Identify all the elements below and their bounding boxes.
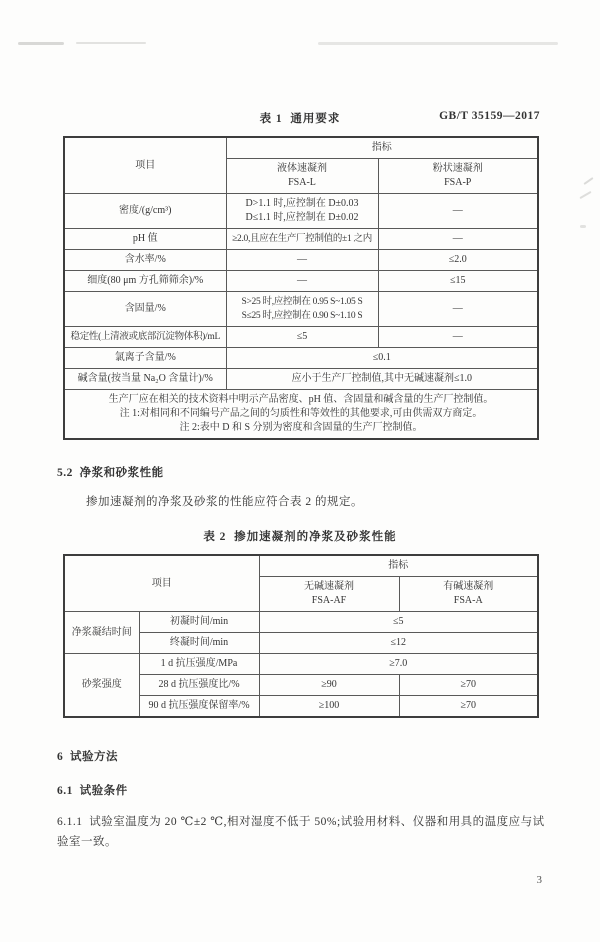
table2-group-name: 砂浆强度 (64, 654, 139, 718)
table1-value-fsap: — (378, 327, 538, 348)
table1-header-fsal (226, 159, 378, 194)
section-6-1-1-paragraph: 6.1.1 试验室温度为 20 ℃±2 ℃,相对湿度不低于 50%;试验用材料、仪器和用具的温度应与试验室一致。 (57, 816, 545, 848)
table2 (63, 554, 539, 718)
table1-value-fsal (226, 194, 378, 229)
scan-artifact (580, 225, 586, 228)
table2-value-a: ≥70 (399, 696, 538, 718)
table-note: 注 2:表中 D 和 S 分别为密度和含固量的生产厂控制值。 (179, 422, 423, 433)
table2-item: 终凝时间/min (139, 633, 259, 654)
table-note: 生产厂应在相关的技术资料中明示产品密度、pH 值、含固量和碱含量的生产厂控制值。 (108, 394, 494, 405)
header-line: FSA-L (288, 177, 316, 188)
table2-group-name: 净浆凝结时间 (64, 612, 139, 654)
table-note: 注 1:对相同和不同编号产品之间的匀质性和等效性的其他要求,可由供需双方商定。 (119, 408, 483, 419)
header-line: 液体速凝剂 (277, 163, 327, 174)
table1-header-fsap (378, 159, 538, 194)
table-row (64, 369, 538, 390)
table2-header-index: 指标 (259, 555, 538, 577)
table-row (64, 194, 538, 229)
header-line: FSA-P (444, 177, 472, 188)
table2-value-span: ≥7.0 (259, 654, 538, 675)
table-row (64, 348, 538, 369)
table2-value-span: ≤12 (259, 633, 538, 654)
table1-value-span: 应小于生产厂控制值,其中无碱速凝剂≤1.0 (226, 369, 538, 390)
table-row (64, 271, 538, 292)
table1-item: pH 值 (64, 229, 226, 250)
value-line: D>1.1 时,应控制在 D±0.03 (245, 198, 359, 209)
table-row (64, 390, 538, 440)
table-row (64, 137, 538, 159)
table-row (64, 292, 538, 327)
table-row (64, 327, 538, 348)
table1-value-fsal: — (226, 250, 378, 271)
scan-artifact (318, 42, 558, 45)
table1-value-fsap: ≤2.0 (378, 250, 538, 271)
table1-item: 密度/(g/cm³) (64, 194, 226, 229)
table1-value-fsap: — (378, 292, 538, 327)
header-line: FSA-AF (311, 595, 347, 606)
scan-artifact (583, 177, 593, 185)
table1-header-index: 指标 (226, 137, 538, 159)
table2-item: 初凝时间/min (139, 612, 259, 633)
table1-caption: 表 1 通用要求 (259, 113, 341, 125)
table1-item: 细度(80 μm 方孔筛筛余)/% (64, 271, 226, 292)
table2-item: 28 d 抗压强度比/% (139, 675, 259, 696)
table1-value-span: ≤0.1 (226, 348, 538, 369)
table1-header-item: 项目 (64, 137, 226, 194)
table1-value-fsal: ≤5 (226, 327, 378, 348)
table1-value-fsal: — (226, 271, 378, 292)
table-row (64, 229, 538, 250)
section-6-heading: 6 试验方法 (57, 751, 118, 763)
table2-header-fsaa (399, 577, 538, 612)
scan-artifact (76, 42, 146, 44)
section-6-1-heading: 6.1 试验条件 (57, 785, 128, 797)
section-5-2-paragraph: 掺加速凝剂的净浆及砂浆的性能应符合表 2 的规定。 (86, 496, 363, 508)
scan-artifact (18, 42, 64, 45)
header-line: 粉状速凝剂 (432, 163, 483, 174)
section-5-2-heading: 5.2 净浆和砂浆性能 (57, 467, 164, 479)
table2-header-fsaaf (259, 577, 399, 612)
table-row (64, 612, 538, 633)
table2-header-item: 项目 (64, 555, 259, 612)
value-line: D≤1.1 时,应控制在 D±0.02 (245, 212, 359, 223)
table-row (64, 250, 538, 271)
table2-value-af: ≥90 (259, 675, 399, 696)
table2-value-af: ≥100 (259, 696, 399, 718)
table2-value-a: ≥70 (399, 675, 538, 696)
table1-value-fsal: ≥2.0,且应在生产厂控制值的±1 之内 (226, 229, 378, 250)
page-number: 3 (536, 874, 542, 886)
table2-item: 90 d 抗压强度保留率/% (139, 696, 259, 718)
table2-caption: 表 2 掺加速凝剂的净浆及砂浆性能 (203, 531, 397, 543)
table1-item: 氯离子含量/% (64, 348, 226, 369)
table1-item: 稳定性(上清液或底部沉淀物体积)/mL (64, 327, 226, 348)
table1-value-fsap: ≤15 (378, 271, 538, 292)
table1-item: 含固量/% (64, 292, 226, 327)
table-row (64, 654, 538, 675)
document-page (0, 42, 600, 942)
table1 (63, 136, 539, 440)
scan-artifact (579, 191, 591, 199)
table-row (64, 555, 538, 577)
header-line: 无碱速凝剂 (304, 581, 354, 592)
table1-notes (64, 390, 538, 440)
value-line: S≤25 时,应控制在 0.90 S~1.10 S (241, 311, 363, 321)
table1-item: 碱含量(按当量 Na₂O 含量计)/% (64, 369, 226, 390)
doc-number: GB/T 35159—2017 (439, 110, 540, 122)
value-line: S>25 时,应控制在 0.95 S~1.05 S (241, 297, 363, 307)
table1-value-fsap: — (378, 194, 538, 229)
table1-item: 含水率/% (64, 250, 226, 271)
table2-value-span: ≤5 (259, 612, 538, 633)
table1-value-fsap: — (378, 229, 538, 250)
table2-item: 1 d 抗压强度/MPa (139, 654, 259, 675)
header-line: FSA-A (453, 595, 483, 606)
header-line: 有碱速凝剂 (443, 581, 494, 592)
table1-value-fsal (226, 292, 378, 327)
